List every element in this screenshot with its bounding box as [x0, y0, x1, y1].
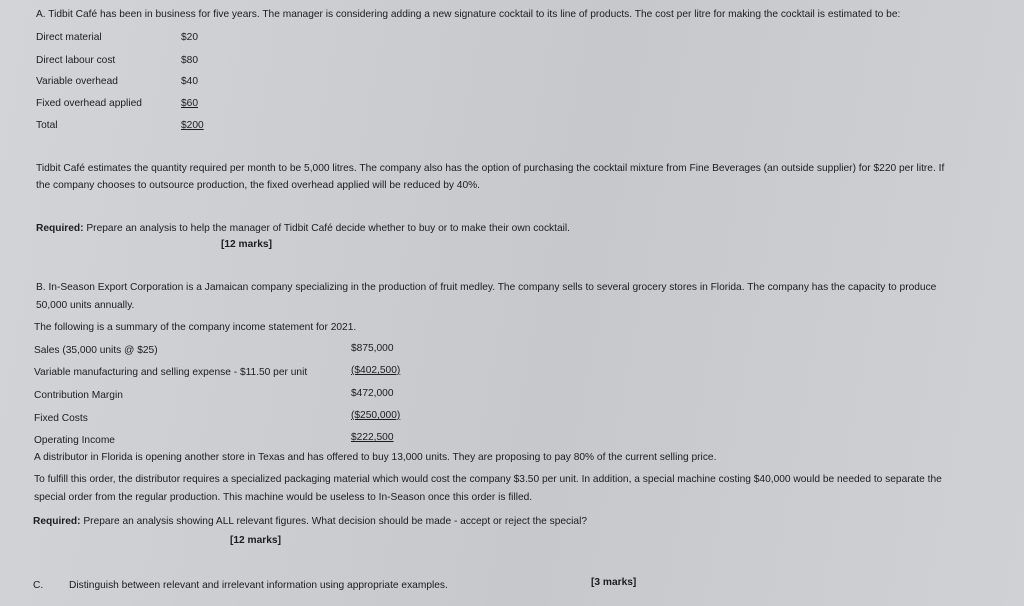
required-label: Required:: [36, 223, 84, 234]
cost-value-direct-labour: $80: [181, 55, 198, 66]
special-order-requirements-line-2: special order from the regular production. This machine would be useless to In-Season once this order is filled.: [34, 492, 533, 503]
income-value-operating-income: $222,500: [351, 432, 394, 443]
section-b-intro-line-2: 50,000 units annually.: [36, 300, 135, 311]
required-text: Prepare an analysis showing ALL relevant figures. What decision should be made - accept or reject the special?: [83, 516, 588, 527]
section-c-marks: [3 marks]: [591, 577, 637, 588]
section-b-marks: [12 marks]: [230, 535, 281, 546]
cost-value-direct-material: $20: [181, 32, 198, 43]
special-order-requirements-line-1: To fulfill this order, the distributor requires a specialized packaging material which would cost the company $3.50 per unit. In addition, a special machine costing $40,000 would be needed to separate the: [34, 474, 942, 485]
section-c-letter: C.: [33, 580, 44, 591]
income-label-contribution-margin: Contribution Margin: [34, 390, 123, 401]
income-value-sales: $875,000: [351, 343, 394, 354]
income-label-operating-income: Operating Income: [34, 435, 115, 446]
section-b-intro-line-1: B. In-Season Export Corporation is a Jamaican company specializing in the production of fruit medley. The company sells to several grocery stores in Florida. The company has the capacity to produce: [36, 282, 937, 293]
cost-value-total: $200: [181, 120, 204, 131]
special-order-offer: A distributor in Florida is opening another store in Texas and has offered to buy 13,000 units. They are proposing to pay 80% of the current selling price.: [34, 452, 717, 463]
section-a-intro: A. Tidbit Café has been in business for five years. The manager is considering adding a new signature cocktail to its line of products. The cost per litre for making the cocktail is estimated to be:: [36, 9, 901, 20]
cost-label-direct-material: Direct material: [36, 32, 102, 43]
cost-value-variable-overhead: $40: [181, 76, 198, 87]
income-label-fixed-costs: Fixed Costs: [34, 413, 88, 424]
required-text: Prepare an analysis to help the manager of Tidbit Café decide whether to buy or to make their own cocktail.: [86, 223, 570, 234]
income-label-variable-expense: Variable manufacturing and selling expense - $11.50 per unit: [34, 367, 308, 378]
income-value-variable-expense: ($402,500): [351, 365, 401, 376]
cost-value-fixed-overhead: $60: [181, 98, 198, 109]
income-label-sales: Sales (35,000 units @ $25): [34, 345, 158, 356]
cost-label-total: Total: [36, 120, 58, 131]
cost-label-variable-overhead: Variable overhead: [36, 76, 118, 87]
section-a-paragraph-line-1: Tidbit Café estimates the quantity required per month to be 5,000 litres. The company also has the option of purchasing the cocktail mixture from Fine Beverages (an outside supplier) for $220 per litre. If: [36, 163, 945, 174]
required-label: Required:: [33, 516, 81, 527]
section-a-marks: [12 marks]: [221, 239, 272, 250]
cost-label-fixed-overhead: Fixed overhead applied: [36, 98, 142, 109]
income-value-fixed-costs: ($250,000): [351, 410, 401, 421]
income-summary-heading: The following is a summary of the company income statement for 2021.: [34, 322, 357, 333]
section-a-required: [36, 223, 570, 235]
section-c-question: Distinguish between relevant and irrelevant information using appropriate examples.: [69, 580, 448, 591]
section-b-required: [33, 516, 587, 528]
income-value-contribution-margin: $472,000: [351, 388, 394, 399]
cost-label-direct-labour: Direct labour cost: [36, 55, 116, 66]
section-a-paragraph-line-2: the company chooses to outsource production, the fixed overhead applied will be reduced by 40%.: [36, 180, 481, 191]
